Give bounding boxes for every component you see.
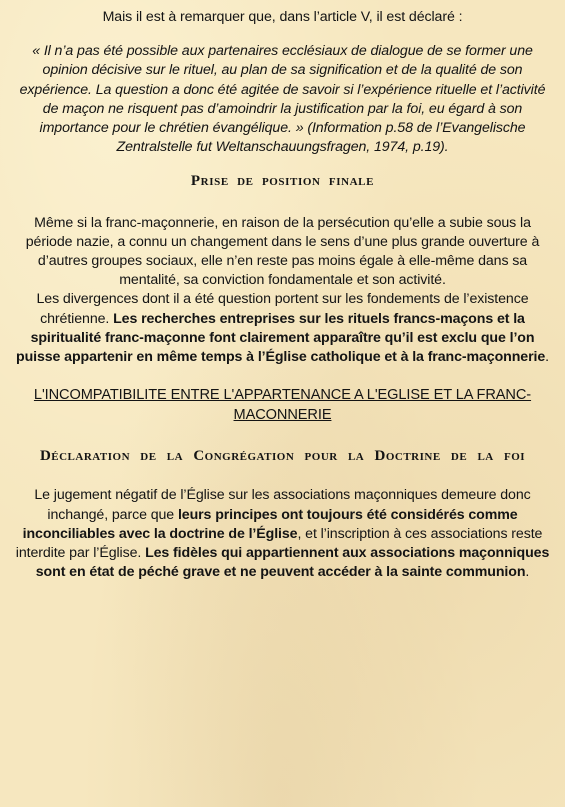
quoted-paragraph: « Il n’a pas été possible aux partenaires ecclésiaux de dialogue de se former une opinion décisive sur le rituel, au plan de sa signification et de la qualité de son expérience. La question a donc été agitée de savoir si l’expérience rituelle et l’activité de maçon ne risquent pas d’amoindrir la justification par la foi, eu égard à son importance pour le chrétien évangélique. » (Information p.58 de l’Evangelische Zentralstelle fut Weltanschauungsfragen, 1974, p.19). [19,43,546,156]
divergences-bold-text: Les recherches entreprises sur les rituels francs-maçons et la spiritualité franc-maçonne font clairement apparaître qu’il est exclu que l’on puisse appartenir en même temps à l’Église catholique et à la franc-maçonnerie [16,310,546,366]
judgement-end: . [525,564,530,581]
divergences-text: Les divergences dont il a été question portent sur les fondements de l’existence chrétienne. [36,291,529,327]
heading-incompatibility: L'INCOMPATIBILITE ENTRE L'APPARTENANCE A L'EGLISE ET LA FRANC-MACONNERIE [33,387,532,423]
paragraph-divergences [10,290,555,367]
judgement-bold-faithful: Les fidèles qui appartiennent aux associations maçonniques sont en état de péché grave et ne peuvent accéder à la sainte communion [35,545,550,581]
intro-line: Mais il est à remarquer que, dans l’article V, il est déclaré : [102,9,463,25]
judgement-bold-principles: leurs principes ont toujours été considérés comme inconciliables avec la doctrine de l’Église [22,506,518,542]
divergences-end: . [545,349,549,366]
heading-declaration: Déclaration de la Congrégation pour la Doctrine de la foi [39,448,526,465]
judgement-text: Le jugement négatif de l’Église sur les associations maçonniques demeure donc inchangé, parce que [34,487,531,523]
heading-final-position: Prise de position finale [190,173,375,190]
judgement-interdiction: , et l’inscription à ces associations reste interdite par l’Église. [15,525,543,562]
paragraph-judgement [10,486,555,582]
paragraph-franc-maconnerie: Même si la franc-maçonnerie, en raison de la persécution qu’elle a subie sous la période nazie, a connu un changement dans le sens d’une plus grande ouverture à d’autres groupes sociaux, elle n’en reste pas moins égale à elle-même dans sa mentalité, sa conviction fondamentale et son activité. [25,214,540,289]
